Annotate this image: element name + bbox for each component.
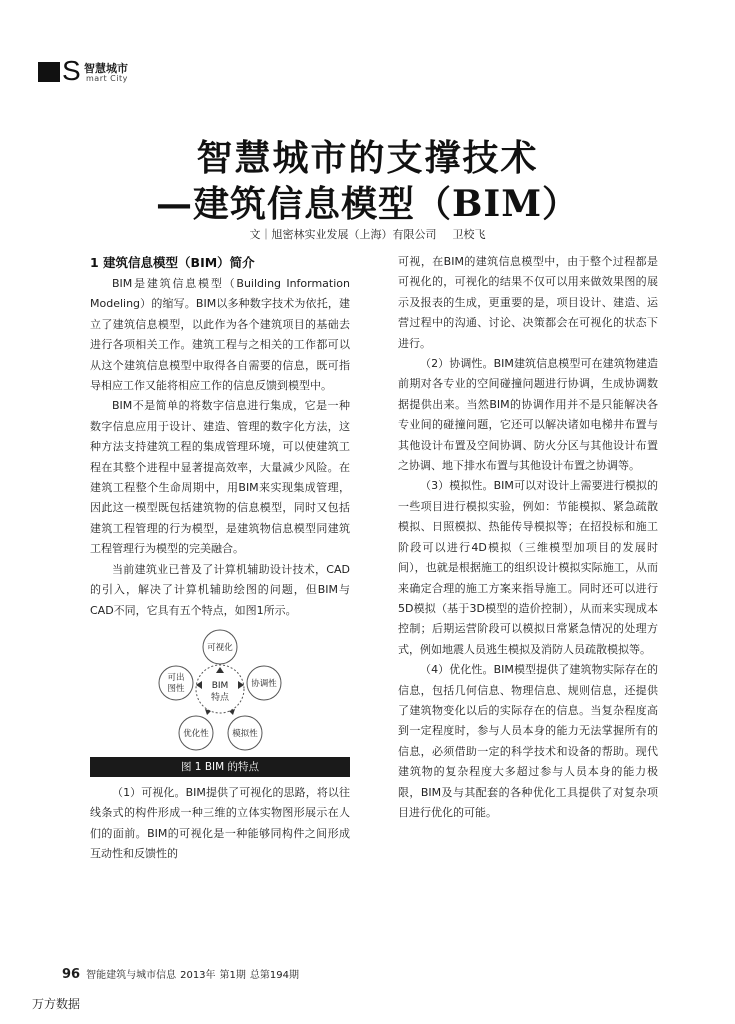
node-label-bottom-left: 优化性 [183,728,209,739]
center-label-2: 特点 [210,692,230,703]
node-circle-left [159,666,193,700]
right-paragraph-3: （3）模拟性。BIM可以对设计上需要进行模拟的一些项目进行模拟实验，例如：节能模拟、紧急疏散模拟、日照模拟、热能传导模拟等；在招投标和施工阶段可以进行4D模拟（三维模型加项目的发展时间），也就是根据施工的组织设计模拟实际施工，从而来确定合理的施工方案来指导施工。同时还可以进行5D模拟（基于3D模型的造价控制），从而来实现成本控制；后期运营阶段可以模拟日常紧急情况的处理方式，例如地震人员逃生模拟及消防人员疏散模拟等。 [398,479,658,656]
footer-issue: 第1期 [219,970,246,981]
page-footer [62,966,303,982]
node-label-left-2: 图性 [167,683,185,694]
byline-affiliation: 文｜旭密林实业发展（上海）有限公司 [249,228,437,241]
right-column [398,252,658,823]
section-heading: 1 建筑信息模型（BIM）简介 [90,255,255,270]
center-label: BIM [211,680,229,691]
node-label-right: 协调性 [251,678,277,689]
left-paragraph-3: 当前建筑业已普及了计算机辅助设计技术，CAD的引入，解决了计算机辅助绘图的问题，但BIM与CAD不同，它具有五个特点，如图1所示。 [90,562,350,617]
article-title-line1: 智慧城市的支撑技术 [196,137,539,179]
left-paragraph-2: BIM不是简单的将数字信息进行集成，它是一种数字信息应用于设计、建造、管理的数字化方法，这种方法支持建筑工程的集成管理环境，可以使建筑工程在其整个进程中显著提高效率，大量减少风险。在建筑工程整个生命周期中，用BIM来实现集成管理，因此这一模型既包括建筑物的信息模型，同时又包括建筑工程管理的行为模型，是建筑物信息模型同建筑工程管理行为模型的完美融合。 [90,399,350,556]
header-letter: S [62,55,81,86]
figure-caption: 图 1 BIM 的特点 [90,757,350,777]
article-title-line2: —建筑信息模型（BIM） [155,183,580,225]
right-paragraph-2: （2）协调性。BIM建筑信息模型可在建筑物建造前期对各专业的空间碰撞问题进行协调，生成协调数据提供出来。当然BIM的协调作用并不是只能解决各专业间的碰撞问题，它还可以解决诸如电梯井布置与其他设计布置及空间协调、防火分区与其他设计布置之协调、地下排水布置与其他设计布置之协调等。 [398,357,658,473]
footer-journal: 智能建筑与城市信息 [86,970,177,981]
left-paragraph-after-figure: （1）可视化。BIM提供了可视化的思路，将以往线条式的构件形成一种三维的立体实物图形展示在人们的面前。BIM的可视化是一种能够同构件之间形成互动性和反馈性的 [90,785,350,861]
header-title-zh: 智慧城市 [84,62,128,75]
watermark-text: 万方数据 [32,997,81,1011]
figure-bim-features [90,627,350,755]
node-label-top: 可视化 [207,642,233,653]
footer-total: 总第194期 [249,970,300,981]
left-paragraph-1: BIM是建筑信息模型（Building Information Modeling）的缩写。BIM以多种数字技术为依托，建立了建筑信息模型，以此作为各个建筑项目的基础去进行各项相关工作。建筑工程与之相关的工作都可以从这个建筑信息模型中取得各自需要的信息，既可指导相应工作又能将相应工作的信息反馈到模型中。 [90,277,350,393]
footer-year: 2013年 [180,970,216,981]
bim-diagram [90,627,350,755]
arrow-top-icon [216,667,224,673]
byline-author: 卫校飞 [452,228,486,241]
left-column [90,252,350,865]
header-block-icon [38,62,60,82]
page-number: 96 [62,967,81,982]
right-paragraph-4: （4）优化性。BIM模型提供了建筑物实际存在的信息，包括几何信息、物理信息、规则信息，还提供了建筑物变化以后的实际存在的信息。当复杂程度高到一定程度时，参与人员本身的能力无法掌握所有的信息，必须借助一定的科学技术和设备的帮助。现代建筑物的复杂程度大多超过参与人员本身的能力极限，BIM及与其配套的各种优化工具提供了对复杂项目进行优化的可能。 [398,663,658,819]
node-label-left-1: 可出 [167,672,185,683]
byline [0,226,735,242]
arrow-right-icon [238,681,244,689]
right-paragraph-1: 可视，在BIM的建筑信息模型中，由于整个过程都是可视化的，可视化的结果不仅可以用来做效果图的展示及报表的生成，更重要的是，项目设计、建造、运营过程中的沟通、讨论、决策都会在可视化的状态下进行。 [398,255,658,350]
header-title-en: mart City [86,74,128,83]
node-label-bottom-right: 模拟性 [232,728,258,739]
